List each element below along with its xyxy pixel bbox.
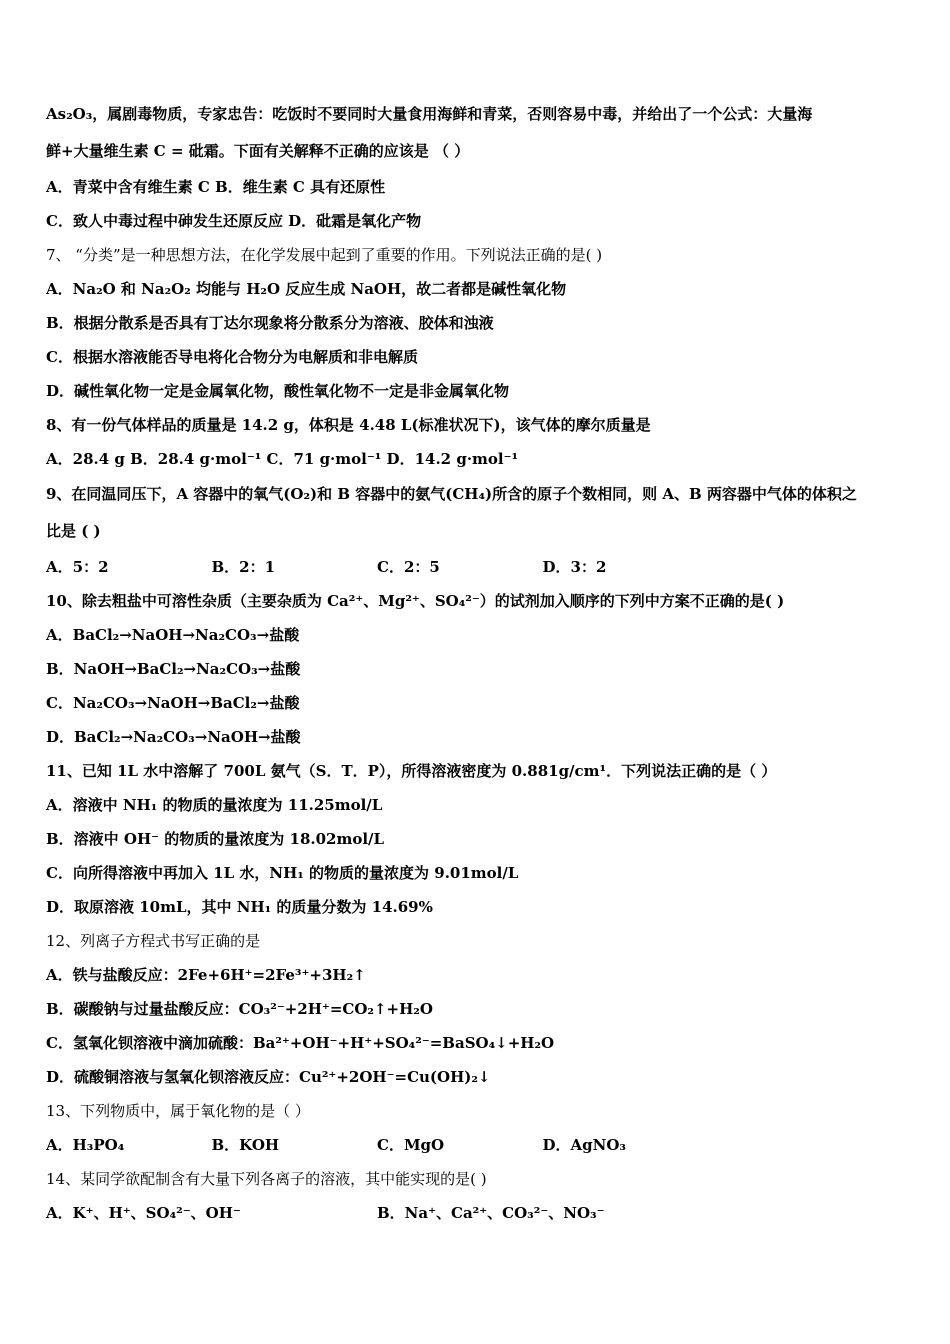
- q7-option-c: C．根据水溶液能否导电将化合物分为电解质和非电解质: [46, 348, 418, 366]
- q10-option-c: C．Na₂CO₃→NaOH→BaCl₂→盐酸: [46, 694, 300, 712]
- q6-stem-line-2: 鲜+大量维生素 C = 砒霜。下面有关解释不正确的应该是 （ ）: [46, 142, 470, 160]
- q13-option-a: A．H₃PO₄: [46, 1136, 125, 1154]
- q12-option-d: D．硫酸铜溶液与氢氧化钡溶液反应：Cu²⁺+2OH⁻=Cu(OH)₂↓: [46, 1068, 491, 1086]
- q13-option-d: D．AgNO₃: [542, 1136, 626, 1154]
- q6-options-cd: C．致人中毒过程中砷发生还原反应 D．砒霜是氧化产物: [46, 212, 422, 230]
- q10-stem: 10、除去粗盐中可溶性杂质（主要杂质为 Ca²⁺、Mg²⁺、SO₄²⁻）的试剂加入顺序的下列中方案不正确的是( ): [46, 592, 785, 610]
- q8-stem: 8、有一份气体样品的质量是 14.2 g，体积是 4.48 L(标准状况下)，该气体的摩尔质量是: [46, 416, 651, 434]
- q12-stem: 12、列离子方程式书写正确的是: [46, 932, 261, 950]
- q13-stem: 13、下列物质中，属于氧化物的是（ ）: [46, 1102, 310, 1120]
- q7-option-a: A．Na₂O 和 Na₂O₂ 均能与 H₂O 反应生成 NaOH，故二者都是碱性氧化物: [46, 280, 567, 298]
- q11-option-c: C．向所得溶液中再加入 1L 水，NH₁ 的物质的量浓度为 9.01mol/L: [46, 864, 519, 882]
- q9-option-c: C．2：5: [377, 558, 440, 576]
- q9-stem-line-1: 9、在同温同压下，A 容器中的氧气(O₂)和 B 容器中的氨气(CH₄)所含的原子个数相同，则 A、B 两容器中气体的体积之: [46, 485, 857, 503]
- q11-option-b: B．溶液中 OH⁻ 的物质的量浓度为 18.02mol/L: [46, 830, 385, 848]
- document-page: [46, 96, 916, 1230]
- q12-option-a: A．铁与盐酸反应：2Fe+6H⁺=2Fe³⁺+3H₂↑: [46, 966, 366, 984]
- q11-option-d: D．取原溶液 10mL，其中 NH₁ 的质量分数为 14.69%: [46, 898, 433, 916]
- q10-option-a: A．BaCl₂→NaOH→Na₂CO₃→盐酸: [46, 626, 300, 644]
- q13-option-b: B．KOH: [211, 1136, 280, 1154]
- q13-option-c: C．MgO: [377, 1136, 445, 1154]
- q14-option-a: A．K⁺、H⁺、SO₄²⁻、OH⁻: [46, 1204, 241, 1222]
- q11-stem: 11、已知 1L 水中溶解了 700L 氨气（S．T．P），所得溶液密度为 0.881g/cm¹．下列说法正确的是（ ）: [46, 762, 777, 780]
- q14-options: [46, 1196, 916, 1230]
- q7-stem: 7、 “分类”是一种思想方法，在化学发展中起到了重要的作用。下列说法正确的是( ): [46, 246, 603, 264]
- q12-option-c: C．氢氧化钡溶液中滴加硫酸：Ba²⁺+OH⁻+H⁺+SO₄²⁻=BaSO₄↓+H₂O: [46, 1034, 555, 1052]
- q9-option-d: D．3：2: [542, 558, 607, 576]
- q7-option-b: B．根据分散系是否具有丁达尔现象将分散系分为溶液、胶体和浊液: [46, 314, 494, 332]
- q9-options: [46, 550, 916, 584]
- q14-option-b: B．Na⁺、Ca²⁺、CO₃²⁻、NO₃⁻: [377, 1204, 605, 1222]
- q9-stem-line-2: 比是 ( ): [46, 522, 101, 540]
- q12-option-b: B．碳酸钠与过量盐酸反应：CO₃²⁻+2H⁺=CO₂↑+H₂O: [46, 1000, 433, 1018]
- q13-options: [46, 1128, 916, 1162]
- q8-options: A．28.4 g B．28.4 g·mol⁻¹ C．71 g·mol⁻¹ D．14.2 g·mol⁻¹: [46, 450, 519, 468]
- q7-option-d: D．碱性氧化物一定是金属氧化物，酸性氧化物不一定是非金属氧化物: [46, 382, 510, 400]
- q14-stem: 14、某同学欲配制含有大量下列各离子的溶液，其中能实现的是( ): [46, 1170, 487, 1188]
- q9-option-b: B．2：1: [211, 558, 276, 576]
- q9-option-a: A．5：2: [46, 558, 109, 576]
- q11-option-a: A．溶液中 NH₁ 的物质的量浓度为 11.25mol/L: [46, 796, 383, 814]
- q10-option-b: B．NaOH→BaCl₂→Na₂CO₃→盐酸: [46, 660, 301, 678]
- q6-options-ab: A．青菜中含有维生素 C B．维生素 C 具有还原性: [46, 178, 386, 196]
- q10-option-d: D．BaCl₂→Na₂CO₃→NaOH→盐酸: [46, 728, 301, 746]
- q6-stem-line-1: As₂O₃，属剧毒物质，专家忠告：吃饭时不要同时大量食用海鲜和青菜，否则容易中毒，并给出了一个公式：大量海: [46, 105, 813, 123]
